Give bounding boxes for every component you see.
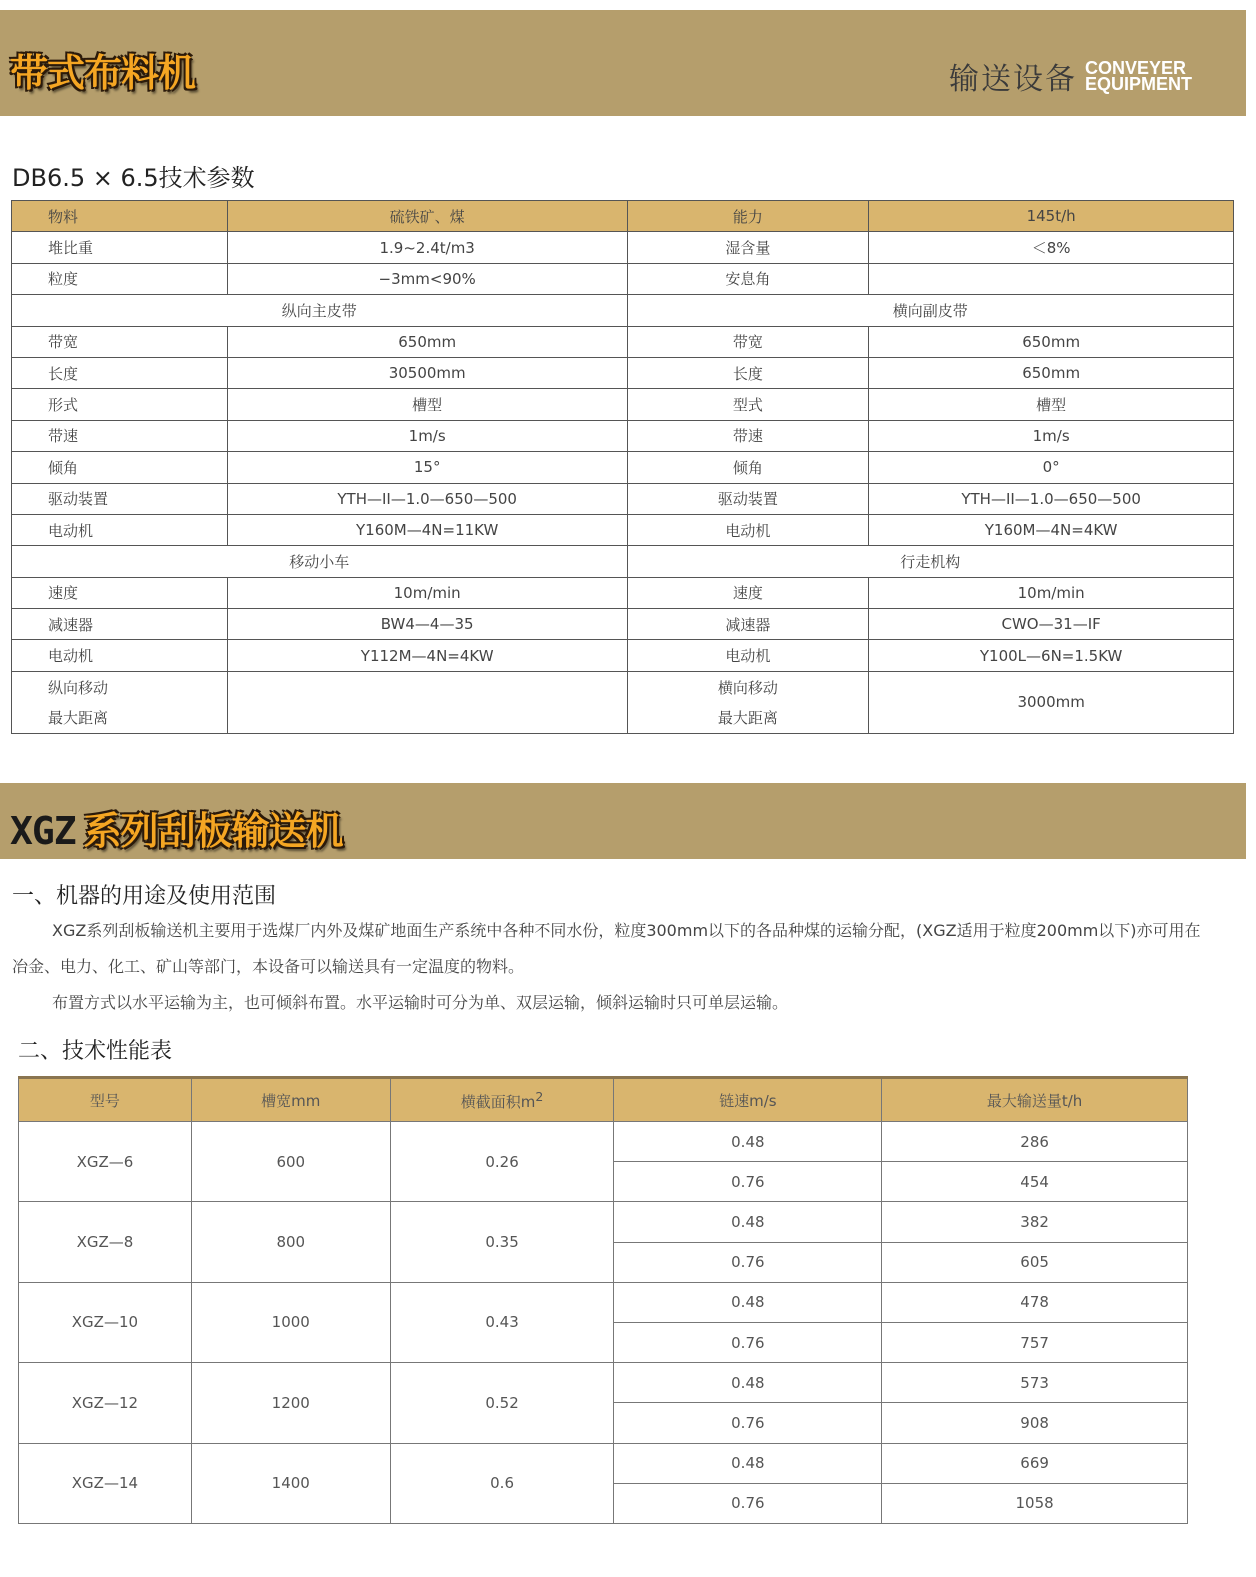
cell: 纵向移动 <box>12 671 228 702</box>
section-heading: 一、机器的用途及使用范围 <box>12 884 277 909</box>
banner-title-prefix: XGZ <box>10 809 76 853</box>
cell: 减速器 <box>627 609 869 640</box>
capacity-cell: 669 <box>882 1443 1188 1483</box>
area-cell: 0.43 <box>390 1282 614 1362</box>
cell: 650mm <box>869 357 1234 388</box>
model-cell: XGZ—8 <box>19 1202 192 1282</box>
cell: ＜8% <box>869 232 1234 263</box>
capacity-cell: 908 <box>882 1403 1188 1443</box>
speed-cell: 0.48 <box>614 1282 882 1322</box>
cell: 3000mm <box>869 671 1234 733</box>
width-cell: 800 <box>191 1202 390 1282</box>
speed-cell: 0.48 <box>614 1122 882 1162</box>
header-cell: 槽宽mm <box>191 1078 390 1122</box>
header-cell <box>390 1078 614 1122</box>
cell: 15° <box>227 452 627 483</box>
cell: YTH—II—1.0—650—500 <box>869 483 1234 514</box>
model-cell: XGZ—6 <box>19 1122 192 1202</box>
cell: 倾角 <box>12 452 228 483</box>
category-en-line2: EQUIPMENT <box>1084 74 1192 94</box>
capacity-cell: 757 <box>882 1322 1188 1362</box>
cell <box>227 671 627 733</box>
speed-cell: 0.48 <box>614 1202 882 1242</box>
cell: 硫铁矿、煤 <box>227 201 627 232</box>
cell: BW4—4—35 <box>227 609 627 640</box>
cell: 650mm <box>227 326 627 357</box>
spec-table <box>11 200 1234 734</box>
cell: 最大距离 <box>627 702 869 733</box>
table-header-row <box>19 1078 1188 1122</box>
cell: 减速器 <box>12 609 228 640</box>
speed-cell: 0.48 <box>614 1443 882 1483</box>
cell: 电动机 <box>12 514 228 545</box>
cell: 30500mm <box>227 357 627 388</box>
speed-cell: 0.76 <box>614 1403 882 1443</box>
banner-title <box>10 800 343 855</box>
table-row <box>19 1282 1188 1322</box>
cell: 带速 <box>627 420 869 451</box>
cell: 横向移动 <box>627 671 869 702</box>
header-cell: 链速m/s <box>614 1078 882 1122</box>
cell: 速度 <box>627 577 869 608</box>
cell: −3mm<90% <box>227 263 627 294</box>
cell: Y160M—4N=11KW <box>227 514 627 545</box>
category-cn: 输送设备 <box>948 62 1077 97</box>
cell: 10m/min <box>869 577 1234 608</box>
area-cell: 0.52 <box>390 1363 614 1443</box>
width-cell: 1400 <box>191 1443 390 1523</box>
table-subheader-row <box>12 546 1234 577</box>
capacity-cell: 286 <box>882 1122 1188 1162</box>
cell: 145t/h <box>869 201 1234 232</box>
table-subheader-row <box>12 295 1234 326</box>
paragraph: XGZ系列刮板输送机主要用于选煤厂内外及煤矿地面生产系统中各种不同水份，粒度300mm以下的各品种煤的运输分配，(XGZ适用于粒度200mm以下)亦可用在冶金、电力、化工、矿山等部门，本设备可以输送具有一定温度的物料。 <box>12 921 1201 976</box>
capacity-cell: 573 <box>882 1363 1188 1403</box>
cell: 槽型 <box>227 389 627 420</box>
superscript: 2 <box>535 1088 544 1104</box>
table-row <box>12 452 1234 483</box>
model-cell: XGZ—12 <box>19 1363 192 1443</box>
cell: 驱动装置 <box>12 483 228 514</box>
capacity-cell: 605 <box>882 1242 1188 1282</box>
subheader-cell: 行走机构 <box>627 546 1233 577</box>
area-cell: 0.26 <box>390 1122 614 1202</box>
header-cell: 型号 <box>19 1078 192 1122</box>
category-en-line1: CONVEYER <box>1084 58 1187 78</box>
cell: 长度 <box>12 357 228 388</box>
cell: 槽型 <box>869 389 1234 420</box>
table-row <box>12 671 1234 702</box>
cell: 0° <box>869 452 1234 483</box>
cell: 物料 <box>12 201 228 232</box>
cell: 最大距离 <box>12 702 228 733</box>
speed-cell: 0.76 <box>614 1483 882 1523</box>
cell: 长度 <box>627 357 869 388</box>
table-row <box>12 420 1234 451</box>
capacity-cell: 478 <box>882 1282 1188 1322</box>
speed-cell: 0.76 <box>614 1162 882 1202</box>
cell: YTH—II—1.0—650—500 <box>227 483 627 514</box>
category-label <box>949 54 1192 98</box>
cell: Y160M—4N=4KW <box>869 514 1234 545</box>
cell: Y100L—6N=1.5KW <box>869 640 1234 671</box>
table-row <box>19 1202 1188 1242</box>
cell: 形式 <box>12 389 228 420</box>
performance-table <box>18 1076 1188 1524</box>
table-row <box>12 326 1234 357</box>
cell: Y112M—4N=4KW <box>227 640 627 671</box>
banner-title: 带式布料机 <box>10 51 196 95</box>
subheader-cell: 横向副皮带 <box>627 295 1233 326</box>
area-cell: 0.35 <box>390 1202 614 1282</box>
table-row <box>19 1122 1188 1162</box>
area-cell: 0.6 <box>390 1443 614 1523</box>
cell: 650mm <box>869 326 1234 357</box>
capacity-cell: 1058 <box>882 1483 1188 1523</box>
section-heading: 二、技术性能表 <box>18 1039 173 1064</box>
cell: 安息角 <box>627 263 869 294</box>
width-cell: 1000 <box>191 1282 390 1362</box>
cell: 电动机 <box>12 640 228 671</box>
header-banner <box>0 10 1246 116</box>
speed-cell: 0.76 <box>614 1242 882 1282</box>
table-row <box>12 514 1234 545</box>
table-row <box>12 577 1234 608</box>
table-row <box>12 263 1234 294</box>
table-row <box>12 483 1234 514</box>
cell: 带宽 <box>627 326 869 357</box>
subheader-cell: 移动小车 <box>12 546 628 577</box>
speed-cell: 0.48 <box>614 1363 882 1403</box>
header-text: 横截面积m <box>460 1092 536 1111</box>
capacity-cell: 382 <box>882 1202 1188 1242</box>
width-cell: 600 <box>191 1122 390 1202</box>
cell: 速度 <box>12 577 228 608</box>
cell: 带速 <box>12 420 228 451</box>
cell: 倾角 <box>627 452 869 483</box>
cell: 驱动装置 <box>627 483 869 514</box>
model-cell: XGZ—14 <box>19 1443 192 1523</box>
table-row <box>12 232 1234 263</box>
table-row <box>12 640 1234 671</box>
cell: 能力 <box>627 201 869 232</box>
table-row <box>12 357 1234 388</box>
cell: 湿含量 <box>627 232 869 263</box>
cell: CWO—31—IF <box>869 609 1234 640</box>
cell: 电动机 <box>627 640 869 671</box>
capacity-cell: 454 <box>882 1162 1188 1202</box>
table-row <box>19 1363 1188 1403</box>
cell: 10m/min <box>227 577 627 608</box>
banner-title-text: 系列刮板输送机 <box>83 809 343 853</box>
table-row <box>19 1443 1188 1483</box>
table-row <box>12 389 1234 420</box>
cell <box>869 263 1234 294</box>
spec-section-title: DB6.5 × 6.5技术参数 <box>12 164 255 192</box>
paragraph: 布置方式以水平运输为主，也可倾斜布置。水平运输时可分为单、双层运输，倾斜运输时只可单层运输。 <box>52 993 789 1012</box>
model-cell: XGZ—10 <box>19 1282 192 1362</box>
cell: 型式 <box>627 389 869 420</box>
subheader-cell: 纵向主皮带 <box>12 295 628 326</box>
xgz-banner <box>0 783 1246 859</box>
cell: 堆比重 <box>12 232 228 263</box>
width-cell: 1200 <box>191 1363 390 1443</box>
cell: 1m/s <box>227 420 627 451</box>
table-row <box>12 201 1234 232</box>
cell: 带宽 <box>12 326 228 357</box>
cell: 粒度 <box>12 263 228 294</box>
speed-cell: 0.76 <box>614 1322 882 1362</box>
table-row <box>12 609 1234 640</box>
category-en <box>1085 60 1192 92</box>
cell: 1m/s <box>869 420 1234 451</box>
header-cell: 最大输送量t/h <box>882 1078 1188 1122</box>
cell: 1.9~2.4t/m3 <box>227 232 627 263</box>
cell: 电动机 <box>627 514 869 545</box>
